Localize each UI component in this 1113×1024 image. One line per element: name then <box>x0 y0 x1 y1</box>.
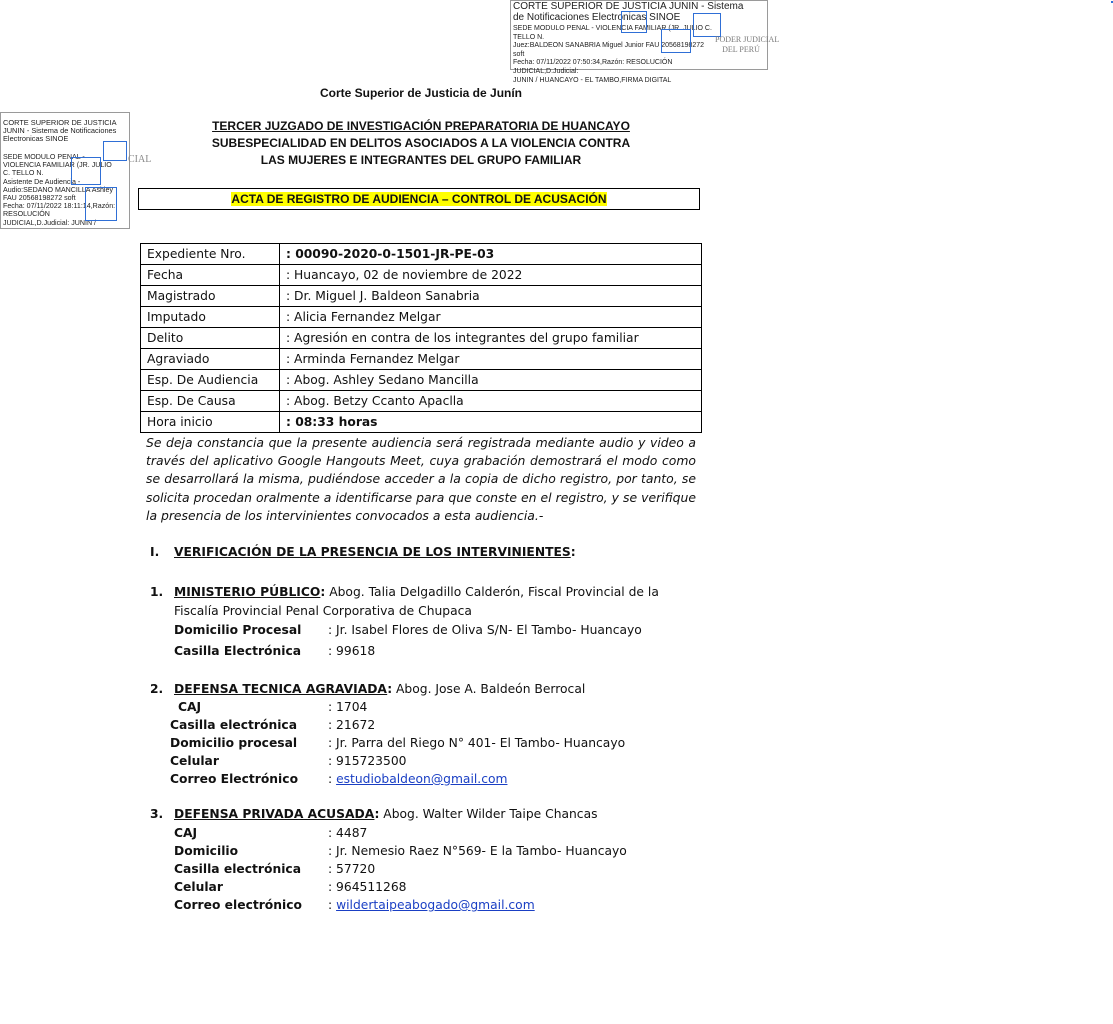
case-detail-label: Esp. De Causa <box>141 391 280 412</box>
section-number: I. <box>150 545 160 559</box>
field-label: Domicilio <box>174 844 239 858</box>
court-name: Corte Superior de Justicia de Junín <box>319 86 523 100</box>
digital-signature-stamp-assistant <box>0 112 130 229</box>
case-detail-row <box>141 265 702 286</box>
case-detail-label: Magistrado <box>141 286 280 307</box>
case-detail-label: Imputado <box>141 307 280 328</box>
stamp-title: CORTE SUPERIOR DE JUSTICIA JUNIN - Sistema de Notificaciones Electronicas SINOE <box>3 118 117 144</box>
field-value-text: : 915723500 <box>328 754 407 768</box>
field-value <box>328 772 507 786</box>
field-value-text: : 21672 <box>328 718 376 732</box>
subspecialty-line-2: LAS MUJERES E INTEGRANTES DEL GRUPO FAMILIAR <box>260 153 582 167</box>
field-label: Celular <box>170 754 219 768</box>
field-label: CAJ <box>174 826 198 840</box>
case-detail-row <box>141 286 702 307</box>
item-text: Abog. Talia Delgadillo Calderón, Fiscal Provincial de la <box>325 585 659 599</box>
case-detail-value: : Dr. Miguel J. Baldeon Sanabria <box>280 286 702 307</box>
field-value-text: : Jr. Isabel Flores de Oliva S/N- El Tambo- Huancayo <box>328 623 642 637</box>
signature-qr-icon <box>621 11 647 33</box>
field-value <box>328 718 375 732</box>
case-detail-value: : Arminda Fernandez Melgar <box>280 349 702 370</box>
section-title: VERIFICACIÓN DE LA PRESENCIA DE LOS INTERVINIENTES <box>174 545 571 559</box>
field-value <box>328 754 406 768</box>
field-value-text: : 4487 <box>328 826 368 840</box>
field-value <box>328 826 367 840</box>
field-label: Correo electrónico <box>174 898 302 912</box>
signature-qr-icon <box>71 157 101 185</box>
party-defensa-agraviada <box>150 682 585 696</box>
case-details-table <box>140 243 702 433</box>
case-detail-label: Expediente Nro. <box>141 244 280 265</box>
acta-title-box <box>138 188 700 210</box>
party-ministerio-publico <box>150 585 696 599</box>
field-value <box>328 862 375 876</box>
field-label: Celular <box>174 880 223 894</box>
item-number: 2. <box>150 682 164 696</box>
case-detail-row <box>141 307 702 328</box>
signature-qr-icon <box>693 13 721 37</box>
case-detail-label: Delito <box>141 328 280 349</box>
field-value <box>328 736 625 750</box>
item-text: Abog. Jose A. Baldeón Berrocal <box>392 682 586 696</box>
email-link[interactable]: estudiobaldeon@gmail.com <box>336 772 508 786</box>
item-text-continued: Fiscalía Provincial Penal Corporativa de Chupaca <box>174 604 472 618</box>
signature-qr-icon <box>661 29 691 53</box>
signature-qr-icon <box>103 141 127 161</box>
case-detail-value: : 00090-2020-0-1501-JR-PE-03 <box>280 244 702 265</box>
case-detail-value: : Huancayo, 02 de noviembre de 2022 <box>280 265 702 286</box>
field-value <box>328 700 367 714</box>
field-value <box>328 898 535 912</box>
field-label: Correo Electrónico <box>170 772 299 786</box>
case-detail-label: Fecha <box>141 265 280 286</box>
field-value-text: : Jr. Nemesio Raez N°569- E la Tambo- Huancayo <box>328 844 627 858</box>
field-value-text: : 57720 <box>328 862 376 876</box>
section-heading <box>150 545 576 559</box>
case-detail-row <box>141 328 702 349</box>
case-detail-value: : 08:33 horas <box>280 412 702 433</box>
item-title: DEFENSA PRIVADA ACUSADA <box>174 807 375 821</box>
field-value-text: : 1704 <box>328 700 368 714</box>
case-detail-label: Esp. De Audiencia <box>141 370 280 391</box>
acta-title: ACTA DE REGISTRO DE AUDIENCIA – CONTROL DE ACUSACIÓN <box>231 192 607 206</box>
item-colon: : <box>320 585 326 599</box>
case-detail-label: Agraviado <box>141 349 280 370</box>
subspecialty-line-1: SUBESPECIALIDAD EN DELITOS ASOCIADOS A LA VIOLENCIA CONTRA <box>211 136 631 150</box>
stamp-title: CORTE SUPERIOR DE JUSTICIA JUNIN - Sistema de Notificaciones Electronicas SINOE <box>513 1 744 23</box>
field-label: Casilla electrónica <box>170 718 297 732</box>
item-title: DEFENSA TECNICA AGRAVIADA <box>174 682 388 696</box>
field-value <box>328 880 406 894</box>
stamp-detail: SEDE MODULO PENAL - VIOLENCIA FAMILIAR (JR. JULIO C. TELLO N. Asistente De Audiencia - Audio:SEDANO MANCILLA Ashley FAU 20568198272 soft Fecha: 07/11/2022 18:11:14,Razón: RESOLUCIÓN JUDICIAL,D.Judicial: JUNIN / <box>3 153 116 227</box>
stamp-detail: SEDE MODULO PENAL - VIOLENCIA FAMILIAR (JR. JULIO C. TELLO N. Juez:BALDEON SANABRIA Miguel Junior FAU 20568198272 soft Fecha: 07/11/2022 07:50:34,Razón: RESOLUCIÓN JUDICIAL,D.Judicial: JUNIN / HUANCAYO - EL TAMBO,FIRMA DIGITAL <box>513 25 712 84</box>
field-label: Domicilio procesal <box>170 736 298 750</box>
item-number: 1. <box>150 585 164 599</box>
field-label: Casilla electrónica <box>174 862 301 876</box>
case-detail-value: : Abog. Betzy Ccanto Apaclla <box>280 391 702 412</box>
case-detail-row <box>141 412 702 433</box>
digital-signature-stamp-judge <box>510 0 780 84</box>
item-colon: : <box>374 807 380 821</box>
field-value-text: : 964511268 <box>328 880 407 894</box>
case-detail-label: Hora inicio <box>141 412 280 433</box>
item-title: MINISTERIO PÚBLICO <box>174 585 321 599</box>
party-defensa-acusada <box>150 807 598 821</box>
case-detail-value: : Alicia Fernandez Melgar <box>280 307 702 328</box>
email-link[interactable]: wildertaipeabogado@gmail.com <box>336 898 535 912</box>
case-detail-value: : Abog. Ashley Sedano Mancilla <box>280 370 702 391</box>
court-division-title: TERCER JUZGADO DE INVESTIGACIÓN PREPARATORIA DE HUANCAYO <box>212 119 630 133</box>
field-label: CAJ <box>178 700 202 714</box>
field-value-text: : 99618 <box>328 644 376 658</box>
item-colon: : <box>387 682 393 696</box>
case-detail-row <box>141 370 702 391</box>
field-value-text: : Jr. Parra del Riego N° 401- El Tambo- Huancayo <box>328 736 626 750</box>
field-value-text: : <box>328 772 337 786</box>
field-label: Casilla Electrónica <box>174 644 302 658</box>
case-detail-row <box>141 391 702 412</box>
signature-qr-icon <box>85 187 117 221</box>
case-detail-row <box>141 349 702 370</box>
case-detail-value: : Agresión en contra de los integrantes del grupo familiar <box>280 328 702 349</box>
field-label: Domicilio Procesal <box>174 623 302 637</box>
field-value <box>328 844 627 858</box>
item-number: 3. <box>150 807 164 821</box>
field-value <box>328 623 642 637</box>
seal-fragment: CIAL <box>128 154 152 165</box>
recording-notice-paragraph: Se deja constancia que la presente audiencia será registrada mediante audio y video a través del aplicativo Google Hangouts Meet, cuya grabación demostrará el modo como se desarrollará la misma, pudiéndose acceder a la copia de dicho registro, por tanto, se solicita procedan oralmente a identificarse para que conste en el registro, y se verifique la presencia de los intervinientes convocados a esta audiencia.- <box>146 435 696 523</box>
field-value-text: : <box>328 898 337 912</box>
section-colon: : <box>570 545 576 559</box>
item-text: Abog. Walter Wilder Taipe Chancas <box>379 807 598 821</box>
poder-judicial-seal: PODER JUDICIAL DEL PERÚ <box>715 35 780 54</box>
field-value <box>328 644 375 658</box>
case-detail-row <box>141 244 702 265</box>
